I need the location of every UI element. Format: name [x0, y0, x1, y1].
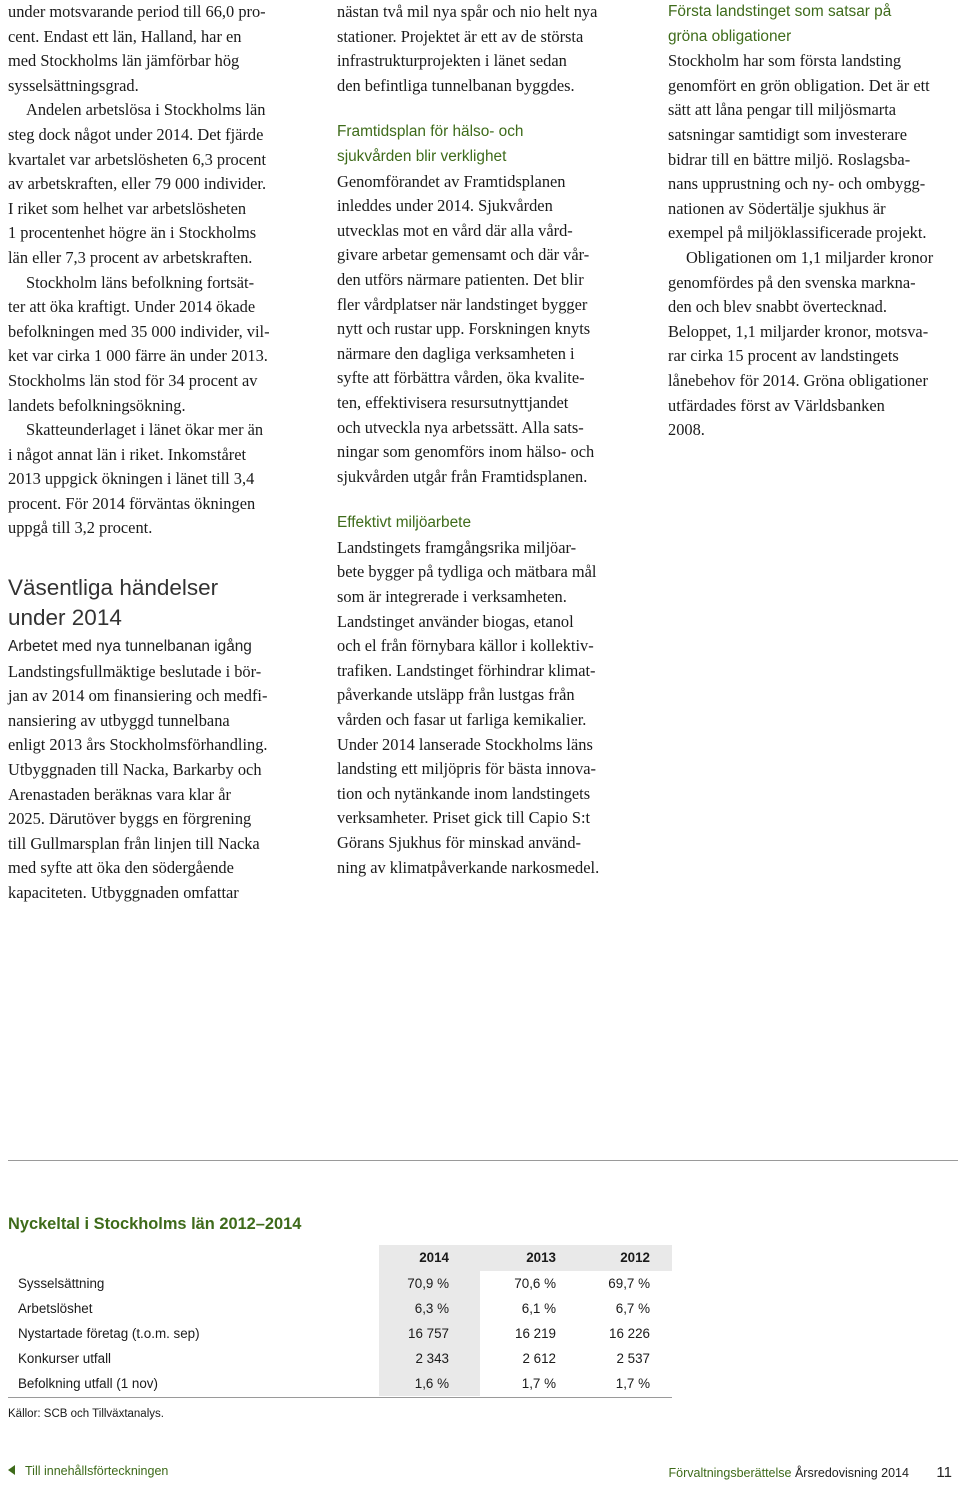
paragraph [668, 246, 960, 443]
text-line: Landstinget använder biogas, etanol [337, 611, 574, 631]
footer-document: Årsredovisning 2014 [794, 1466, 909, 1480]
text-line: rar cirka 15 procent av landstingets [668, 346, 899, 366]
table-row [8, 1346, 672, 1371]
text-line: kapaciteten. Utbyggnaden omfattar [8, 883, 239, 902]
heading-line: Väsentliga händelser [8, 575, 219, 601]
text-line: Genomförandet av Framtidsplanen [337, 171, 566, 191]
paragraph [337, 170, 633, 490]
table-cell: 2 343 [415, 1351, 449, 1366]
text-line: jan av 2014 om finansiering och medfi- [8, 686, 268, 706]
subheading-line: gröna obligationer [668, 27, 792, 45]
footer-section: Förvaltningsberättelse [668, 1466, 792, 1480]
row-label: Nystartade företag (t.o.m. sep) [18, 1326, 200, 1341]
text-line: ning av klimatpåverkande narkosmedel. [337, 857, 600, 877]
column-3 [668, 0, 960, 443]
heading-line: under 2014 [8, 605, 122, 631]
row-label: Sysselsättning [18, 1276, 105, 1291]
text-line: verksamheter. Priset gick till Capio S:t [337, 808, 591, 828]
text-line: ter att öka kraftigt. Under 2014 ökade [8, 297, 256, 317]
table-bottom-rule [8, 1397, 672, 1398]
column-1 [8, 0, 300, 906]
table-cell: 6,1 % [521, 1301, 556, 1316]
row-label: Befolkning utfall (1 nov) [18, 1376, 158, 1391]
text-line: vården och fasar ut farliga kemikalier. [337, 710, 587, 730]
text-line: utvecklas mot en vård där alla vård- [337, 220, 573, 240]
text-line: sätt att låna pengar till miljösmarta [668, 100, 897, 120]
divider [8, 1160, 958, 1161]
text-line: exempel på miljöklassificerade projekt. [668, 223, 927, 243]
text-line: nansiering av utbyggd tunnelbana [8, 710, 230, 730]
text-line: Landstingsfullmäktige beslutade i bör- [8, 661, 262, 681]
text-line: som är integrerade i verksamheten. [337, 587, 567, 607]
text-line: Stockholm har som första landsting [668, 51, 902, 71]
text-line: med syfte att öka den södergående [8, 858, 234, 878]
text-line: med Stockholms län jämförbar hög [8, 51, 240, 71]
text-line: infrastrukturprojekten i länet sedan [337, 51, 567, 71]
table-cell: 1,7 % [615, 1376, 650, 1391]
text-line: bete bygger på tydliga och mätbara mål [337, 562, 597, 582]
text-line: Görans Sjukhus för minskad använd- [337, 833, 582, 852]
text-line: procent. För 2014 förväntas ökningen [8, 493, 256, 513]
text-line: den befintliga tunnelbanan byggdes. [337, 75, 575, 95]
text-line: 2013 uppgick ökningen i länet till 3,4 [8, 469, 255, 489]
table-cell: 2 537 [616, 1351, 650, 1366]
table-row [8, 1271, 672, 1296]
text-line: i något annat län i riket. Inkomståret [8, 444, 247, 464]
text-line: befolkningen med 35 000 individer, vil- [8, 321, 270, 341]
table-cell: 16 219 [515, 1326, 556, 1341]
text-line: landsting ett miljöpris för bästa innova- [337, 759, 597, 779]
table-cell: 1,6 % [414, 1376, 449, 1391]
arrow-left-icon [8, 1465, 15, 1475]
table-cell: 69,7 % [608, 1276, 650, 1291]
text-line: nytt och rustar upp. Forskningen knyts [337, 319, 591, 339]
paragraph [8, 0, 300, 98]
text-line: sysselsättningsgrad. [8, 75, 139, 95]
table-cell: 1,7 % [521, 1376, 556, 1391]
table-row [8, 1321, 672, 1346]
text-line: den utförs närmare patienten. Det blir [337, 269, 584, 289]
text-line: nästan två mil nya spår och nio helt nya [337, 2, 598, 21]
table-cell: 16 226 [609, 1326, 650, 1341]
subheading: Arbetet med nya tunnelbanan igång [8, 638, 252, 656]
text-line: och utveckla nya arbetssätt. Alla sats- [337, 417, 584, 437]
column-header: 2014 [419, 1250, 449, 1265]
text-line: 2008. [668, 420, 705, 440]
text-line: sjukvården utgår från Framtidsplanen. [337, 466, 588, 486]
text-line: nans upprustning och ny- och ombygg- [668, 174, 926, 194]
subheading-line: Första landstinget som satsar på [668, 3, 892, 20]
paragraph [337, 536, 633, 880]
paragraph [8, 98, 300, 270]
paragraph [668, 49, 960, 246]
text-line: satsningar samtidigt som investerare [668, 124, 907, 144]
text-line: närmare den dagliga verksamheten i [337, 343, 575, 363]
text-line: bidrar till en bättre miljö. Roslagsba- [668, 149, 911, 169]
text-line: I riket som helhet var arbetslösheten [8, 198, 247, 218]
text-line: Stockholm läns befolkning fortsät- [26, 272, 255, 292]
text-line: nationen av Södertälje sjukhus är [668, 198, 886, 218]
table-row [8, 1296, 672, 1321]
page-number: 11 [936, 1464, 952, 1481]
text-line: givare arbetar gemensamt och där vår- [337, 245, 590, 265]
table-cell: 70,6 % [514, 1276, 556, 1291]
table-cell: 16 757 [408, 1326, 449, 1341]
subheading: Effektivt miljöarbete [337, 514, 472, 532]
text-line: ket var cirka 1 000 färre än under 2013. [8, 346, 268, 366]
text-line: den och blev snabbt övertecknad. [668, 297, 887, 317]
text-line: Utbyggnaden till Nacka, Barkarby och [8, 760, 262, 780]
text-line: och el från förnybara källor i kollektiv- [337, 636, 594, 656]
table-cell: 2 612 [522, 1351, 556, 1366]
column-header: 2013 [526, 1250, 556, 1265]
text-line: Obligationen om 1,1 miljarder kronor [686, 247, 934, 267]
subheading-line: sjukvården blir verklighet [337, 147, 507, 165]
subheading-line: Framtidsplan för hälso- och [337, 123, 524, 141]
row-label: Konkurser utfall [18, 1351, 112, 1366]
text-line: utfärdades först av Världsbanken [668, 395, 885, 415]
text-line: kvartalet var arbetslösheten 6,3 procent [8, 149, 267, 169]
text-line: genomfört en grön obligation. Det är ett [668, 75, 930, 95]
paragraph [8, 418, 300, 541]
paragraph [8, 271, 300, 419]
paragraph [337, 0, 633, 98]
text-line: enligt 2013 års Stockholmsförhandling. [8, 735, 268, 755]
paragraph [8, 660, 300, 906]
table-header-row [8, 1245, 672, 1270]
subheading [668, 0, 960, 49]
text-line: Beloppet, 1,1 miljarder kronor, motsva- [668, 321, 929, 341]
table-cell: 6,3 % [414, 1301, 449, 1316]
text-line: till Gullmarsplan från linjen till Nacka [8, 833, 260, 853]
text-line: fler vårdplatser när landstinget bygger [337, 294, 588, 314]
column-2 [337, 0, 633, 880]
table-row [8, 1371, 672, 1396]
text-line: lånebehov för 2014. Gröna obligationer [668, 370, 928, 390]
table-cell: 6,7 % [615, 1301, 650, 1316]
section-heading [8, 573, 300, 633]
text-line: under motsvarande period till 66,0 pro- [8, 2, 266, 21]
text-line: uppgå till 3,2 procent. [8, 518, 153, 538]
text-line: Under 2014 lanserade Stockholms läns [337, 734, 593, 754]
text-line: 2025. Därutöver byggs en förgrening [8, 809, 252, 829]
table-title: Nyckeltal i Stockholms län 2012–2014 [8, 1215, 302, 1233]
text-line: genomfördes på den svenska markna- [668, 272, 916, 292]
toc-link-label: Till innehållsförteckningen [25, 1464, 169, 1478]
table-cell: 70,9 % [407, 1276, 449, 1291]
text-line: syfte att förbättra vården, öka kvalite- [337, 368, 585, 388]
row-label: Arbetslöshet [18, 1301, 93, 1316]
page-footer [0, 1462, 960, 1486]
table-sources: Källor: SCB och Tillväxtanalys. [8, 1408, 164, 1420]
text-line: tion och nytänkande inom landstingets [337, 783, 591, 803]
text-line: Stockholms län stod för 34 procent av [8, 370, 258, 390]
text-line: påverkande utsläpp från lustgas från [337, 685, 575, 705]
text-line: stationer. Projektet är ett av de största [337, 26, 584, 46]
text-line: av arbetskraften, eller 79 000 individer. [8, 174, 267, 194]
text-line: Andelen arbetslösa i Stockholms län [26, 100, 266, 120]
text-line: ningar som genomförs inom hälso- och [337, 442, 595, 462]
footer-info [669, 1464, 953, 1481]
toc-link[interactable] [8, 1464, 168, 1478]
text-line: 1 procentenhet högre än i Stockholms [8, 223, 257, 243]
text-line: län eller 7,3 procent av arbetskraften. [8, 247, 253, 267]
text-line: Arenastaden beräknas vara klar år [8, 784, 231, 804]
text-line: landets befolkningsökning. [8, 395, 186, 415]
column-header: 2012 [620, 1250, 650, 1265]
text-line: ten, effektivisera resursutnyttjandet [337, 392, 569, 412]
text-line: trafiken. Landstinget förhindrar klimat- [337, 660, 596, 680]
subheading [337, 120, 633, 169]
text-line: inleddes under 2014. Sjukvården [337, 196, 553, 216]
text-line: Landstingets framgångsrika miljöar- [337, 537, 577, 557]
text-line: cent. Endast ett län, Halland, har en [8, 26, 242, 46]
text-line: Skatteunderlaget i länet ökar mer än [26, 420, 264, 440]
text-line: steg dock något under 2014. Det fjärde [8, 124, 264, 144]
